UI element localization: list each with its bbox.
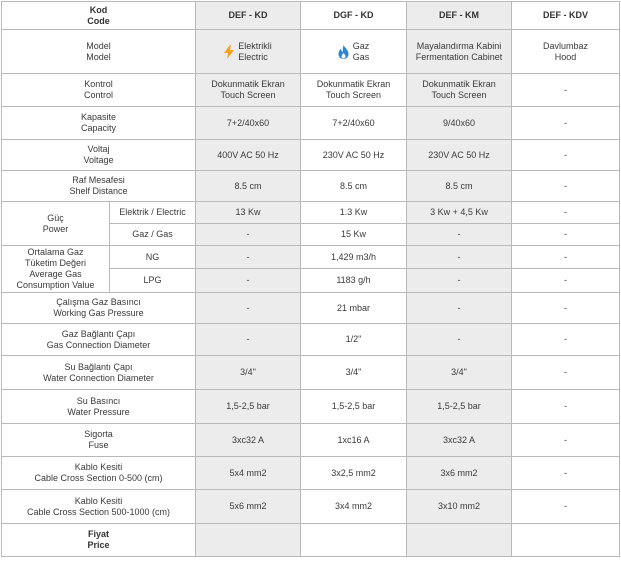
water-connection-row [2,356,620,390]
shelf-label [2,171,196,202]
row-label-en: Gas Connection Diameter [46,339,151,350]
cable-500-dgf-kd: 3x2,5 mm2 [301,457,407,490]
voltage-def-kdv: - [512,140,620,171]
power-electric-def-km: 3 Kw + 4,5 Kw [407,202,512,224]
cable-1000-def-kd: 5x6 mm2 [196,490,301,524]
water-connection-def-kd: 3/4" [196,356,301,390]
gas-connection-row [2,324,620,356]
model-row [2,30,620,74]
row-label-line: Tüketim Değeri [24,258,87,268]
water-connection-def-kdv: - [512,356,620,390]
row-label-en: Voltage [83,155,114,165]
price-def-km [407,524,512,557]
row-label-tr: Sigorta [84,429,113,439]
fuse-dgf-kd: 1xc16 A [301,424,407,457]
model-value-en: Fermentation Cabinet [415,51,503,62]
row-label-en: Cable Cross Section 500-1000 (cm) [26,506,171,517]
row-label-tr: Kontrol [84,79,113,89]
row-label-line: Ortalama Gaz [27,247,84,257]
shelf-def-km: 8.5 cm [407,171,512,202]
voltage-row [2,140,620,171]
row-label-tr: Kapasite [80,112,117,122]
gas-pressure-def-kdv: - [512,293,620,324]
power-gas-def-km: - [407,224,512,246]
model-def-kdv [512,30,620,74]
cable-1000-dgf-kd: 3x4 mm2 [301,490,407,524]
water-pressure-label [2,390,196,424]
gas-ng-def-kdv: - [512,246,620,269]
power-electric-def-kdv: - [512,202,620,224]
cable-1000-def-kdv: - [512,490,620,524]
row-label-tr: Kablo Kesiti [74,462,123,472]
control-label [2,74,196,107]
gas-connection-def-kdv: - [512,324,620,356]
gas-connection-def-kd: - [196,324,301,356]
water-pressure-dgf-kd: 1,5-2,5 bar [301,390,407,424]
gas-pressure-row [2,293,620,324]
row-label-en: Fuse [88,440,109,450]
cell-line: Dokunmatik Ekran [211,79,285,89]
model-value-en: Electric [238,51,268,62]
gas-connection-label [2,324,196,356]
cable-500-def-kdv: - [512,457,620,490]
cell-line: Touch Screen [220,90,276,100]
water-pressure-def-kdv: - [512,390,620,424]
fuse-def-kdv: - [512,424,620,457]
power-label [2,202,110,246]
model-value-en: Hood [554,51,577,62]
gas-connection-dgf-kd: 1/2" [301,324,407,356]
gas-pressure-label [2,293,196,324]
capacity-def-kd: 7+2/40x60 [196,107,301,140]
column-header-def-kdv: DEF - KDV [512,2,620,30]
voltage-label [2,140,196,171]
water-connection-label [2,356,196,390]
row-label-en: Cable Cross Section 0-500 (cm) [34,473,163,483]
model-value-tr: Gaz [352,40,370,51]
water-pressure-def-kd: 1,5-2,5 bar [196,390,301,424]
cell-line: Touch Screen [431,90,487,100]
power-gas-def-kd: - [196,224,301,246]
fuse-def-kd: 3xc32 A [196,424,301,457]
capacity-row [2,107,620,140]
power-electric-sublabel: Elektrik / Electric [110,202,196,224]
row-label-en: Power [42,223,69,234]
gas-ng-def-kd: - [196,246,301,269]
gas-lpg-def-km: - [407,269,512,293]
cable-1000-label [2,490,196,524]
cable-500-def-kd: 5x4 mm2 [196,457,301,490]
capacity-def-kdv: - [512,107,620,140]
gas-lpg-sublabel: LPG [110,269,196,293]
code-label-tr: Kod [89,4,108,15]
gas-pressure-def-kd: - [196,293,301,324]
control-dgf-kd [301,74,407,107]
shelf-def-kdv: - [512,171,620,202]
gas-pressure-dgf-kd: 21 mbar [301,293,407,324]
column-header-def-kd: DEF - KD [196,2,301,30]
row-label-line: Average Gas [29,269,82,279]
header-row [2,2,620,30]
row-label-en: Water Pressure [67,406,130,417]
gas-lpg-def-kd: - [196,269,301,293]
price-row [2,524,620,557]
gas-ng-dgf-kd: 1,429 m3/h [301,246,407,269]
row-label-tr: Güç [47,212,64,223]
gas-lpg-def-kdv: - [512,269,620,293]
spec-table-container [1,1,619,566]
water-connection-dgf-kd: 3/4" [301,356,407,390]
gas-consumption-ng-row [2,246,620,269]
power-electric-dgf-kd: 1.3 Kw [301,202,407,224]
cell-line: Touch Screen [325,90,382,100]
power-electric-row [2,202,620,224]
cable-500-label [2,457,196,490]
code-header [2,2,196,30]
control-def-kd [196,74,301,107]
row-label-tr: Fiyat [87,529,109,539]
power-electric-def-kd: 13 Kw [196,202,301,224]
code-label-en: Code [87,15,110,26]
row-label-tr: Voltaj [87,144,110,154]
model-dgf-kd [301,30,407,74]
gas-ng-sublabel: NG [110,246,196,269]
flame-icon [338,45,349,59]
row-label-en: Working Gas Pressure [53,308,144,318]
voltage-def-kd: 400V AC 50 Hz [196,140,301,171]
model-def-kd [196,30,301,74]
model-value-tr: Mayalandırma Kabini [416,40,502,51]
row-label-en: Control [83,90,113,100]
cable-500-def-km: 3x6 mm2 [407,457,512,490]
row-label-en: Model [86,51,111,62]
control-def-km [407,74,512,107]
row-label-line: Consumption Value [16,280,95,290]
capacity-def-km: 9/40x60 [407,107,512,140]
control-def-kdv: - [512,74,620,107]
power-gas-def-kdv: - [512,224,620,246]
fuse-def-km: 3xc32 A [407,424,512,457]
capacity-dgf-kd: 7+2/40x60 [301,107,407,140]
model-value-tr: Elektrikli [238,40,272,51]
row-label-tr: Model [86,40,111,51]
price-def-kd [196,524,301,557]
power-gas-sublabel: Gaz / Gas [110,224,196,246]
voltage-dgf-kd: 230V AC 50 Hz [301,140,407,171]
water-pressure-def-km: 1,5-2,5 bar [407,390,512,424]
model-value-tr: Davlumbaz [542,40,589,51]
price-label [2,524,196,557]
water-pressure-row [2,390,620,424]
gas-connection-def-km: - [407,324,512,356]
cell-line: Dokunmatik Ekran [316,79,391,89]
column-header-def-km: DEF - KM [407,2,512,30]
row-label-tr: Kablo Kesiti [74,495,123,506]
power-gas-dgf-kd: 15 Kw [301,224,407,246]
shelf-dgf-kd: 8.5 cm [301,171,407,202]
row-label-tr: Raf Mesafesi [72,175,125,185]
gas-consumption-label [2,246,110,293]
voltage-def-km: 230V AC 50 Hz [407,140,512,171]
control-row [2,74,620,107]
cell-line: Dokunmatik Ekran [422,79,496,89]
capacity-label [2,107,196,140]
model-label [2,30,196,74]
price-dgf-kd [301,524,407,557]
row-label-tr: Su Basıncı [76,395,121,406]
shelf-def-kd: 8.5 cm [196,171,301,202]
cable-1000-def-km: 3x10 mm2 [407,490,512,524]
gas-pressure-def-km: - [407,293,512,324]
shelf-row [2,171,620,202]
row-label-tr: Çalışma Gaz Basıncı [56,297,141,307]
column-header-dgf-kd: DGF - KD [301,2,407,30]
cable-1000-row [2,490,620,524]
row-label-en: Price [87,540,110,550]
fuse-label [2,424,196,457]
row-label-tr: Gaz Bağlantı Çapı [61,328,136,339]
price-def-kdv [512,524,620,557]
gas-ng-def-km: - [407,246,512,269]
spec-table [1,1,620,557]
model-value-en: Gas [352,51,370,62]
cable-500-row [2,457,620,490]
gas-lpg-dgf-kd: 1183 g/h [301,269,407,293]
row-label-en: Shelf Distance [69,186,128,196]
lightning-icon [224,45,234,59]
model-def-km [407,30,512,74]
water-connection-def-km: 3/4" [407,356,512,390]
row-label-en: Water Connection Diameter [43,372,154,383]
row-label-tr: Su Bağlantı Çapı [64,361,133,372]
fuse-row [2,424,620,457]
row-label-en: Capacity [80,123,116,133]
